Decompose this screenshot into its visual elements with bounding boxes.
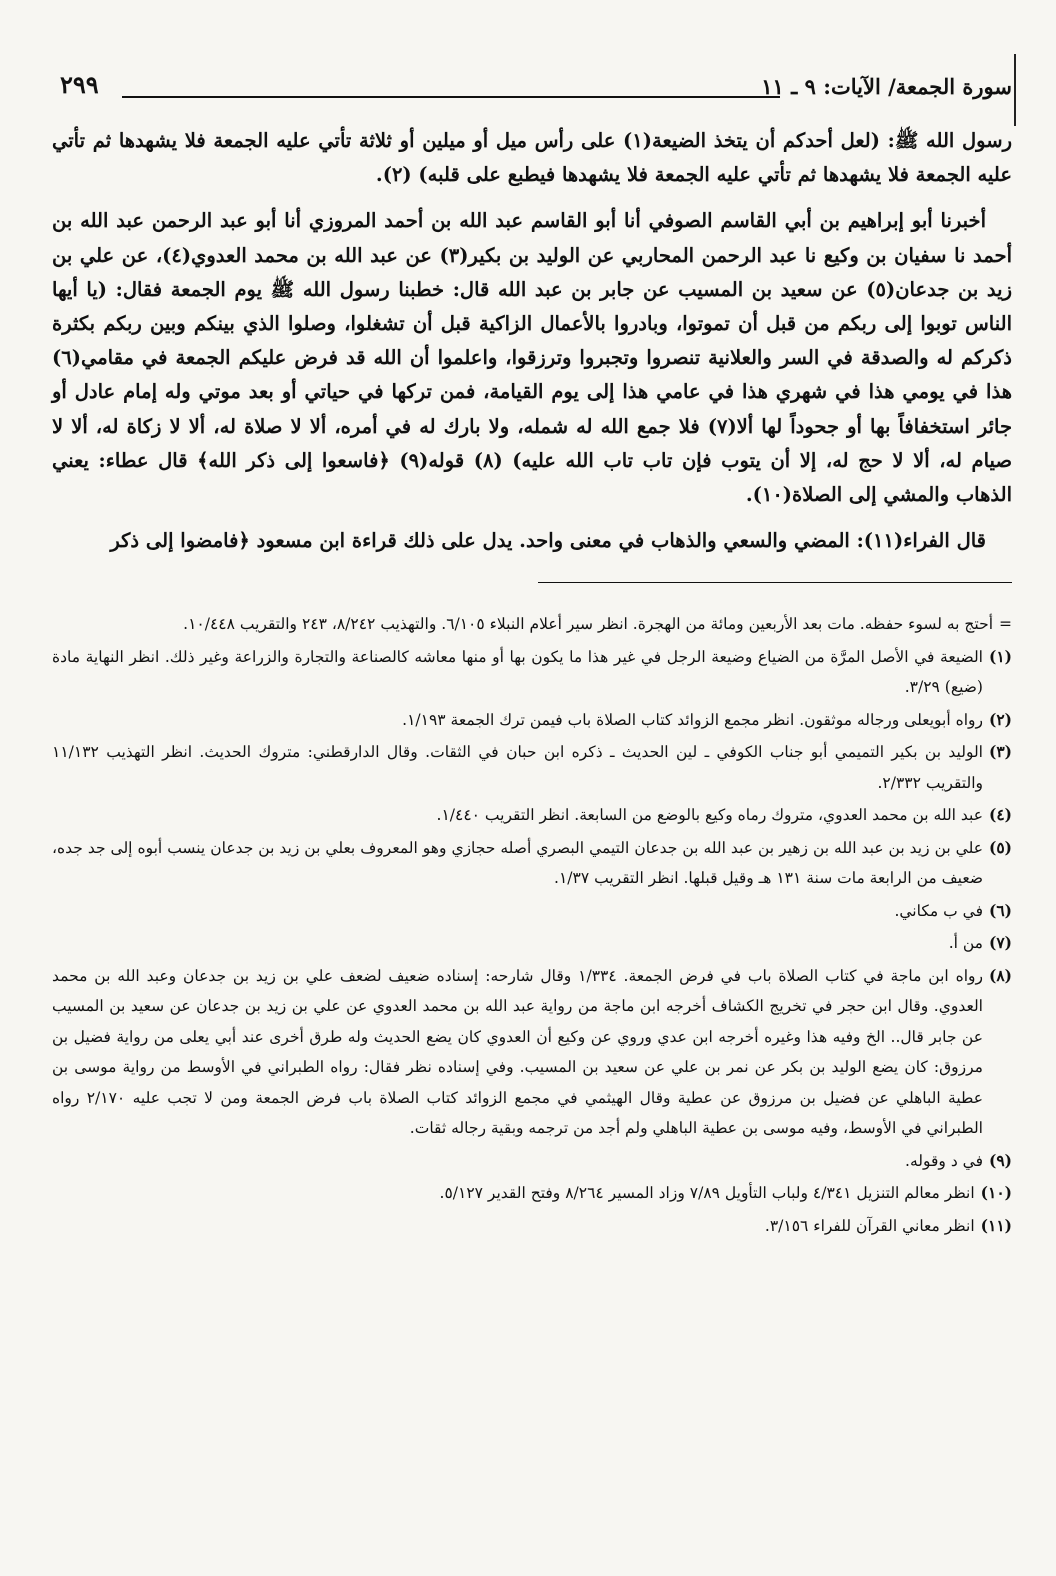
footnote xyxy=(52,705,1012,736)
footnote-number: (٣) xyxy=(988,742,1012,762)
running-header xyxy=(52,66,1012,110)
footnote-text: الوليد بن بكير التميمي أبو جناب الكوفي ـ لين الحديث ـ ذكره ابن حبان في الثقات. وقال الدارقطني: متروك الحديث. انظر التهذيب ١١/١٣٢ والتقريب ٢/٣٣٢. xyxy=(52,743,983,792)
footnote-number: (٨) xyxy=(988,965,1012,985)
paragraph: قال الفراء(١١): المضي والسعي والذهاب في معنى واحد. يدل على ذلك قراءة ابن مسعود ﴿فامضوا إلى ذكر xyxy=(110,529,986,553)
footnote-number: (٥) xyxy=(988,837,1012,857)
footnote-text: من أ. xyxy=(948,934,983,953)
footnote-text: في ب مكاني. xyxy=(894,901,983,920)
footnote-text: الضيعة في الأصل المرَّة من الضياع وضيعة الرجل في غير هذا ما يكون بها أو منها معاشه كالصناعة والتجارة والزراعة وغير ذلك. انظر النهاية مادة (ضيع) ٣/٢٩. xyxy=(52,647,983,697)
footnote xyxy=(52,1211,1012,1242)
footnote-text: علي بن زيد بن عبد الله بن زهير بن عبد الله بن جدعان التيمي البصري أصله حجازي وهو المعروف بعلي بن زيد بن جدعان ينسب أبوه إلى جد جده، ضعيف من الرابعة مات سنة ١٣١ هـ وقيل قبلها. انظر التقريب ١/٣٧. xyxy=(52,838,983,888)
footnote-number: (١٠) xyxy=(980,1183,1012,1203)
footnote xyxy=(52,896,1012,927)
margin-rule xyxy=(1014,54,1016,126)
footnote-text: انظر معاني القرآن للفراء ٣/١٥٦. xyxy=(764,1216,975,1235)
header-rule xyxy=(122,96,780,98)
paragraph: أخبرنا أبو إبراهيم بن أبي القاسم الصوفي أنا أبو القاسم عبد الله بن أحمد المروزي أنا أبو عبد الرحمن عبد الله بن أحمد نا سفيان بن وكيع نا عبد الرحمن المحاربي عن الوليد بن بكير(٣) عن عبد الله بن محمد العدوي(٤)، عن علي بن زيد بن جدعان(٥) عن سعيد بن المسيب عن جابر بن عبد الله قال: خطبنا رسول الله ﷺ يوم الجمعة فقال: (يا أيها الناس توبوا إلى ربكم من قبل أن تموتوا، وبادروا بالأعمال الزاكية قبل أن تشغلوا، وصلوا الذي بينكم وبين ربكم بكثرة ذكركم له والصدقة في السر والعلانية تنصروا وتجبروا وترزقوا، واعلموا أن الله قد فرض عليكم الجمعة في مقامي(٦) هذا في يومي هذا في شهري هذا في عامي هذا إلى يوم القيامة، فمن تركها في حياتي أو بعد موتي وله إمام عادل أو جائر استخفافاً بها أو جحوداً لها ألا(٧) فلا جمع الله له شمله، ولا بارك له في أمره، ألا لا صلاة له، ألا لا زكاة له، ألا لا صيام له، ألا لا حج له، إلا أن يتوب فإن تاب تاب الله عليه) (٨) قوله(٩) ﴿فاسعوا إلى ذكر الله﴾ قال عطاء: يعني الذهاب والمشي إلى الصلاة(١٠). xyxy=(52,209,1012,507)
paragraph: رسول الله ﷺ: (لعل أحدكم أن يتخذ الضيعة(١) على رأس ميل أو ميلين أو ثلاثة تأتي عليه الجمعة فلا يشهدها ثم تأتي عليه الجمعة فلا يشهدها ثم تأتي عليه الجمعة فلا يشهدها فيطبع على قلبه) (٢). xyxy=(52,129,1013,187)
footnote-text: رواه أبويعلى ورجاله موثقون. انظر مجمع الزوائد كتاب الصلاة باب فيمن ترك الجمعة ١/١٩٣. xyxy=(402,710,983,729)
footnote-number: = xyxy=(999,615,1012,634)
footnote-number: (٤) xyxy=(988,805,1012,825)
main-text xyxy=(52,124,1012,558)
footnote-text: رواه ابن ماجة في كتاب الصلاة باب في فرض الجمعة. ١/٣٣٤ وقال شارحه: إسناده ضعيف لضعف علي بن زيد بن جدعان وعبد الله بن محمد العدوي. وقال ابن حجر في تخريج الكشاف أخرجه ابن ماجة من رواية عبد الله بن محمد العدوي عن علي بن زيد بن جدعان عن سعيد بن المسيب عن جابر قال.. الخ وفيه هذا وغيره أخرجه ابن عدي وروي عن وكيع أن العدوي كان يضع الحديث وله طرق أخرى عند أبي يعلى من رواية فضيل بن مرزوق: كان يضع الوليد بن بكر عن نمر بن علي عن سعيد بن المسيب. وفي إسناده نظر فقال: رواه الطبراني في الأوسط من رواية موسى بن عطية الباهلي عن فضيل بن مرزوق عن عطية وقال الهيثمي في مجمع الزوائد كتاب الصلاة باب فرض الجمعة ومن لا تجب عليه ٢/١٧٠ رواه الطبراني في الأوسط، وفيه موسى بن عطية الباهلي ولم أجد من ترجمه وبقية رجاله ثقات. xyxy=(52,966,983,1138)
footnote xyxy=(52,833,1012,894)
footnote-text: أحتج به لسوء حفظه. مات بعد الأربعين ومائة من الهجرة. انظر سير أعلام النبلاء ٦/١٠٥. والتهذيب ٨/٢٤٢، ٢٤٣ والتقريب ١٠/٤٤٨. xyxy=(183,615,993,634)
page xyxy=(52,66,1012,1243)
footnote xyxy=(52,609,1012,640)
footnote xyxy=(52,1178,1012,1209)
footnote xyxy=(52,1146,1012,1177)
header-title: سورة الجمعة/ الآيات: ٩ ـ ١١ xyxy=(761,74,1012,99)
footnote-number: (٧) xyxy=(988,933,1012,953)
footnote-number: (١١) xyxy=(980,1215,1012,1235)
footnote-separator xyxy=(538,582,1012,583)
footnote xyxy=(52,800,1012,831)
footnote xyxy=(52,642,1012,703)
footnote xyxy=(52,961,1012,1144)
footnote-number: (٢) xyxy=(988,709,1012,729)
footnote xyxy=(52,928,1012,959)
footnote-text: في د وقوله. xyxy=(905,1151,983,1170)
footnotes xyxy=(52,609,1012,1241)
page-number: ٢٩٩ xyxy=(60,70,99,99)
footnote-number: (١) xyxy=(988,646,1012,666)
footnote-text: انظر معالم التنزيل ٤/٣٤١ ولباب التأويل ٧/٨٩ وزاد المسير ٨/٢٦٤ وفتح القدير ٥/١٢٧. xyxy=(439,1184,975,1203)
footnote-number: (٩) xyxy=(988,1150,1012,1170)
footnote-number: (٦) xyxy=(988,900,1012,920)
footnote xyxy=(52,737,1012,798)
footnote-text: عبد الله بن محمد العدوي، متروك رماه وكيع بالوضع من السابعة. انظر التقريب ١/٤٤٠. xyxy=(436,806,983,825)
